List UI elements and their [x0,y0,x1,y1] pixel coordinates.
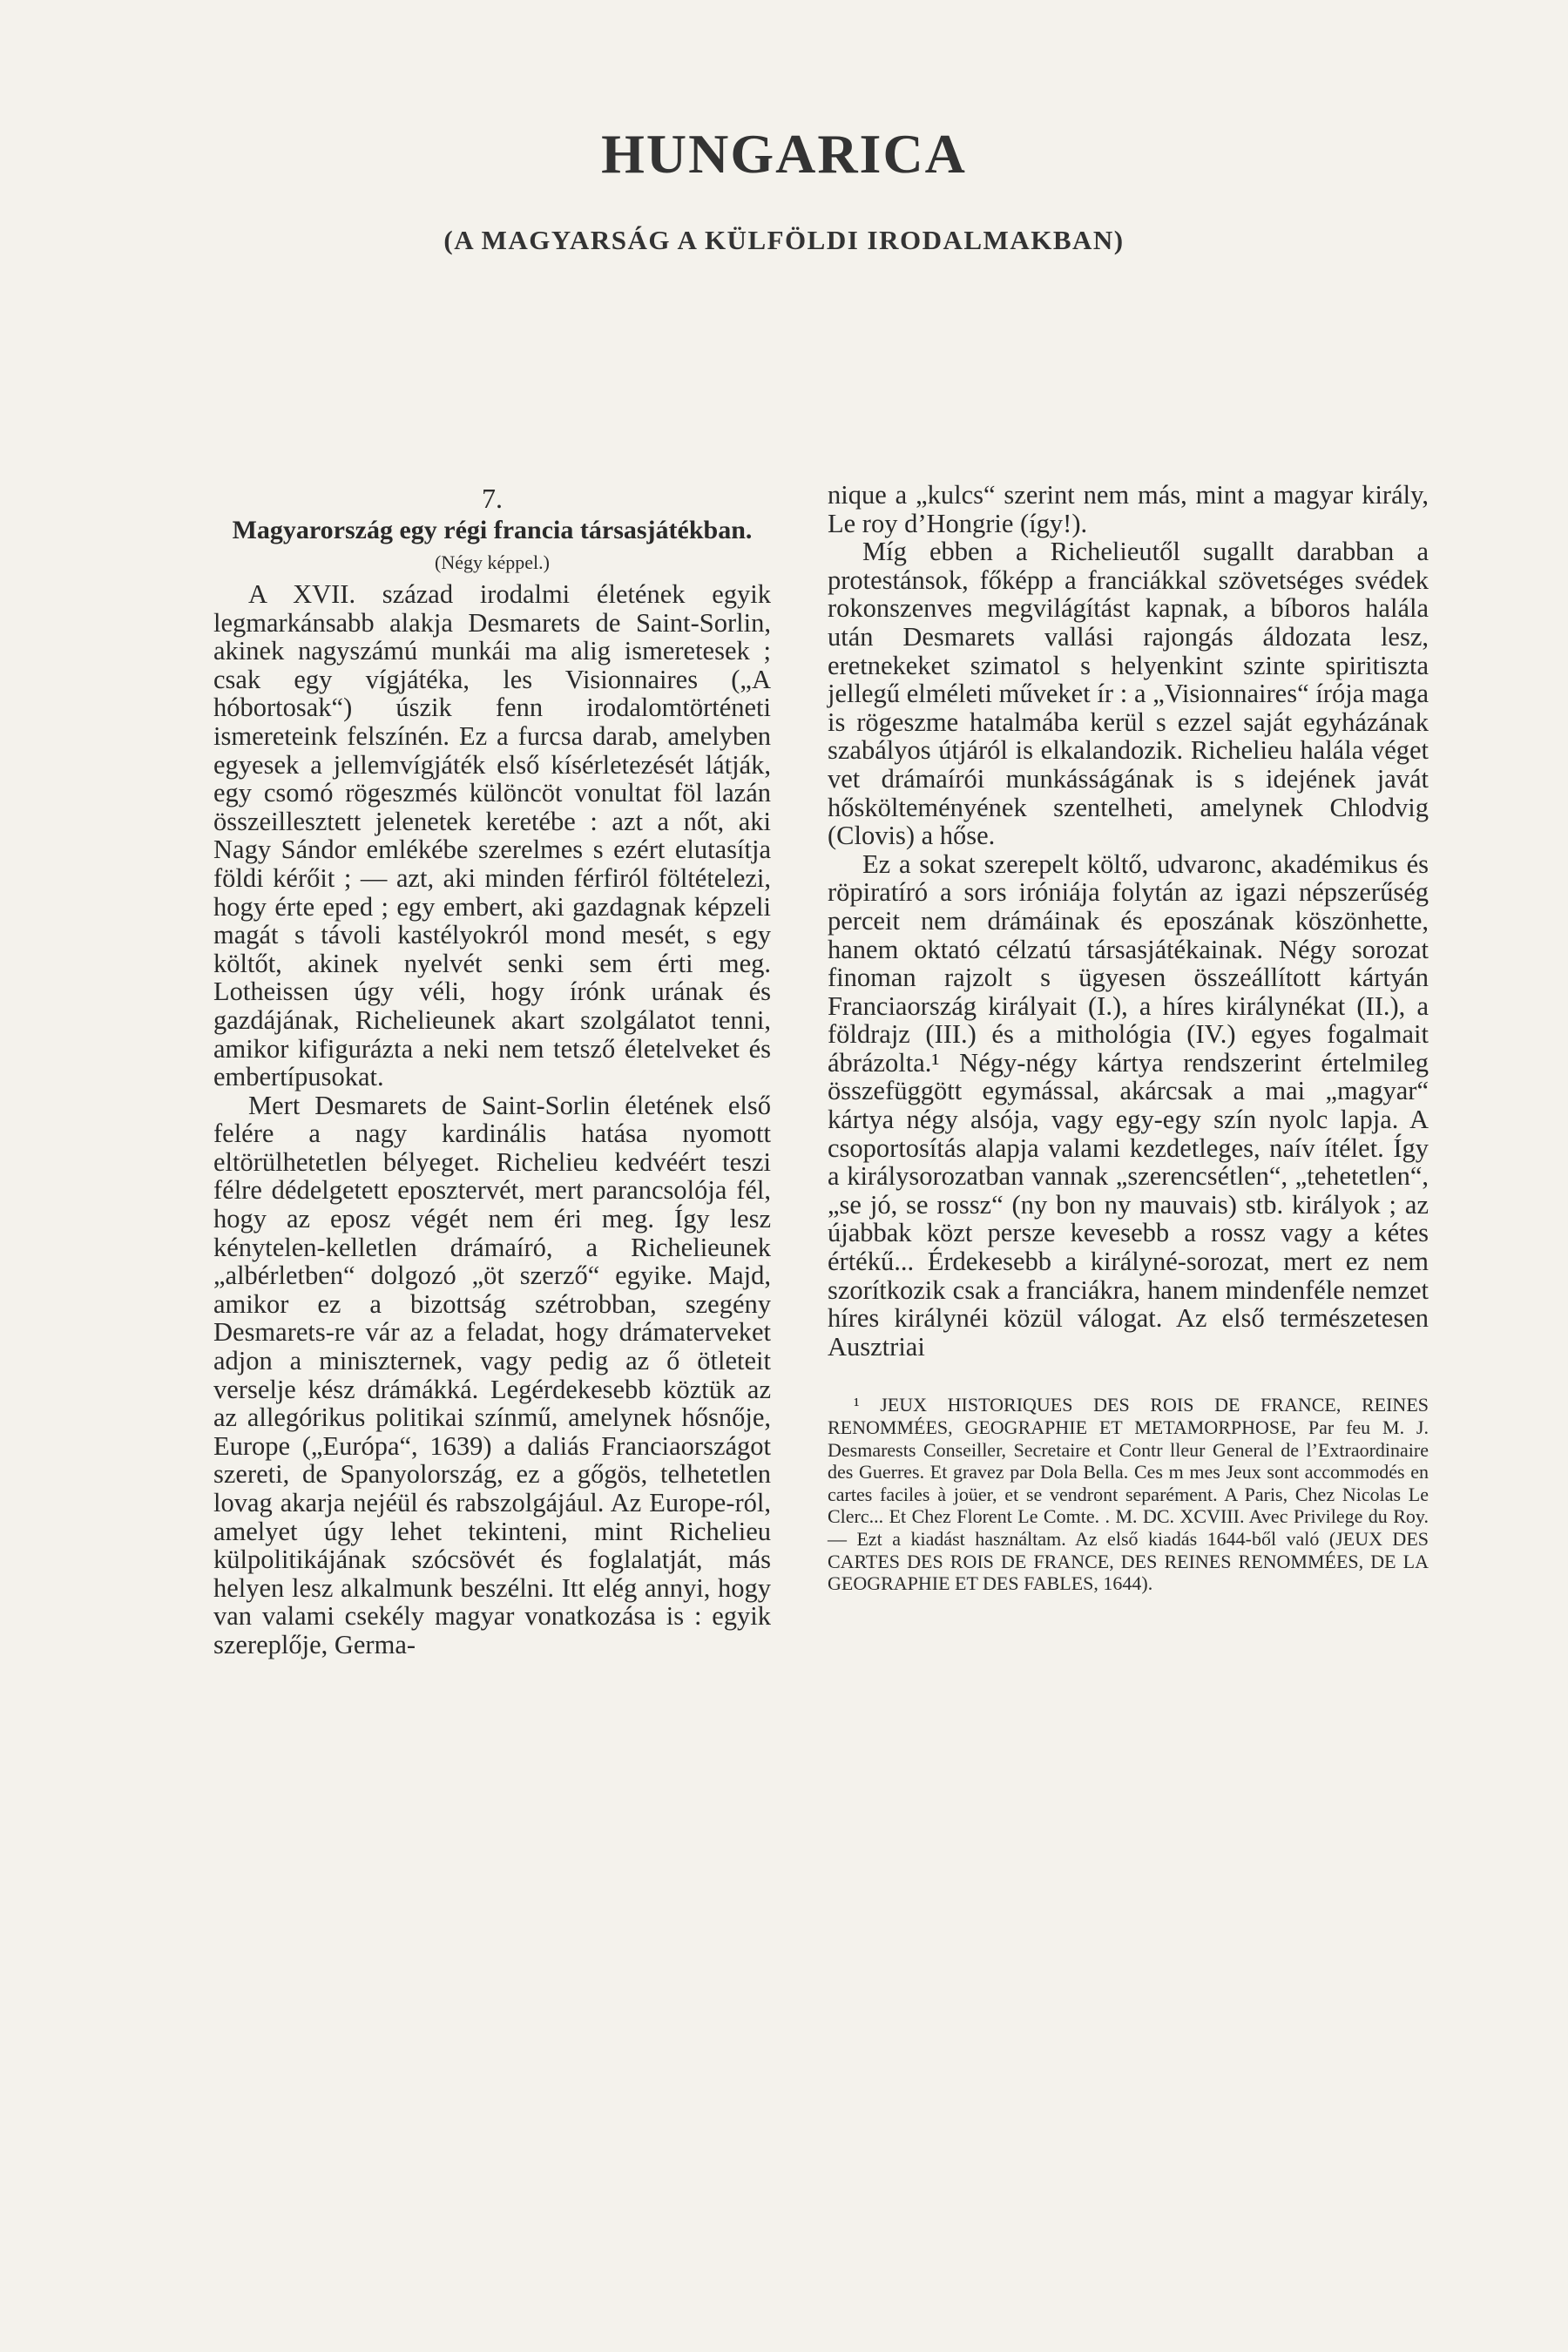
right-column [828,481,1429,1595]
paragraph: Ez a sokat szerepelt költő, udvaronc, akadémikus és röpiratíró a sors iróniája folytán az igazi népszerűség perceit nem drámáinak és eposzának köszönhette, hanem oktató célzatú társasjátékainak. Négy sorozat finoman rajzolt s ügyesen összeállított kártyán Franciaország királyait (I.), a híres királynékat (II.), a földrajz (III.) és a mithológia (IV.) egyes fogalmait ábrázolta.¹ Négy-négy kártya rendszerint értelmileg összefüggött egymással, akárcsak a mai „magyar“ kártya négy alsója, vagy egy-egy szín nyolc lapja. A csoportosítás alapja valami kezdetleges, naív ítélet. Így a királysorozatban vannak „szerencsétlen“, „tehetetlen“, „se jó, se rossz“ (ny bon ny mauvais) stb. királyok ; az újabbak közt persze kevesebb a rossz vagy a kétes értékű... Érdekesebb a királyné-sorozat, mert ez nem szorítkozik csak a franciákra, hanem mindenféle nemzet híres királynéi közül válogat. Az első természetesen Ausztriai [828,848,1429,1362]
left-column [213,481,771,1659]
section-number: 7. [482,483,503,514]
section-title: Magyarország egy régi francia társasjátékban. [232,516,753,544]
section-note: (Négy képpel.) [435,551,550,573]
paragraph: Míg ebben a Richelieutől sugallt darabban a protestánsok, főképp a franciákkal szövetséges svédek rokonszenves megvilágítást kapnak, a bíboros halála után Desmarets vallási rajongás áldozata lesz, eretnekeket szimatol s helyenkint szinte spiritiszta jellegű elméleti műveket ír : a „Visionnaires“ írója maga is rögeszme hatalmába kerül s ezzel saját egyházának szabályos útjáról is elkalandozik. Richelieu halála véget vet drámaírói munkásságának is s idejének javát hőskölteményének szentelheti, amelynek Chlodvig (Clovis) a hőse. [828,537,1429,851]
paragraph: Mert Desmarets de Saint-Sorlin életének első felére a nagy kardinális hatása nyomott eltörülhetetlen bélyeget. Richelieu kedvéért teszi félre dédelgetett eposztervét, mert parancsolója fél, hogy az eposz végét nem éri meg. Így lesz kénytelen-kelletlen drámaíró, a Richelieunek „albérletben“ dolgozó „öt szerző“ egyike. Majd, amikor ez a bizottság szétrobban, szegény Desmarets-re vár az a feladat, hogy drámaterveket adjon a miniszternek, vagy pedig az ő ötleteit verselje kész drámákká. Legérdekesebb köztük az az allegórikus politikai színmű, amelynek hősnője, Europe („Európa“, 1639) a daliás Franciaországot szereti, de Spanyolország, ez a gőgös, telhetetlen lovag akarja nejéül és rabszolgájául. Az Europe-ról, amelyet úgy lehet tekinteni, mint Richelieu külpolitikájának szócsövét és foglalatját, más helyen lesz alkalmunk beszélni. Itt elég annyi, hogy van valami csekély magyar vonatkozása is : egyik szereplője, Germa- [213,1090,771,1659]
paragraph: nique a „kulcs“ szerint nem más, mint a magyar király, Le roy d’Hongrie (így!). [828,480,1429,538]
page-subtitle: (A MAGYARSÁG A KÜLFÖLDI IRODALMAKBAN) [443,225,1125,255]
footnote: ¹ JEUX HISTORIQUES DES ROIS DE FRANCE, REINES RENOMMÉES, GEOGRAPHIE ET METAMORPHOSE, Par feu M. J. Desmarests Conseiller, Secretaire et Contr lleur General de l’Extraordinaire des Guerres. Et gravez par Dola Bella. Ces m mes Jeux sont accommodés en cartes faciles à joüer, et se vendront separément. A Paris, Chez Nicolas Le Clerc... Et Chez Florent Le Comte. . M. DC. XCVIII. Avec Privilege du Roy. — Ezt a kiadást használtam. Az első kiadás 1644-ből való (JEUX DES CARTES DES ROIS DE FRANCE, DES REINES RENOMMÉES, DE LA GEOGRAPHIE ET DES FABLES, 1644). [828,1394,1429,1595]
paragraph: A XVII. század irodalmi életének egyik legmarkánsabb alakja Desmarets de Saint-Sorlin, akinek nagyszámú munkái ma alig ismeretesek ; csak egy vígjátéka, les Visionnaires („A hóbortosak“) úszik fenn irodalomtörténeti ismereteink felszínén. Ez a furcsa darab, amelyben egyesek a jellemvígjáték első kísérletezését látják, egy csomó rögeszmés különcöt vonultat föl lazán összeillesztett jelenetek keretébe : azt a nőt, aki Nagy Sándor emlékébe szerelmes s ezért elutasítja földi kérőit ; — azt, aki minden férfiról föltételezi, hogy érte eped ; egy embert, aki gazdagnak képzeli magát s távoli kastélyokról mond mesét, s egy költőt, akinek nyelvét senki sem érti meg. Lotheissen úgy véli, hogy írónk urának és gazdájának, Richelieunek akart szolgálatot tenni, amikor kifigurázta a neki nem tetsző életelveket és embertípusokat. [213,579,771,1092]
page-title: HUNGARICA [601,123,967,185]
